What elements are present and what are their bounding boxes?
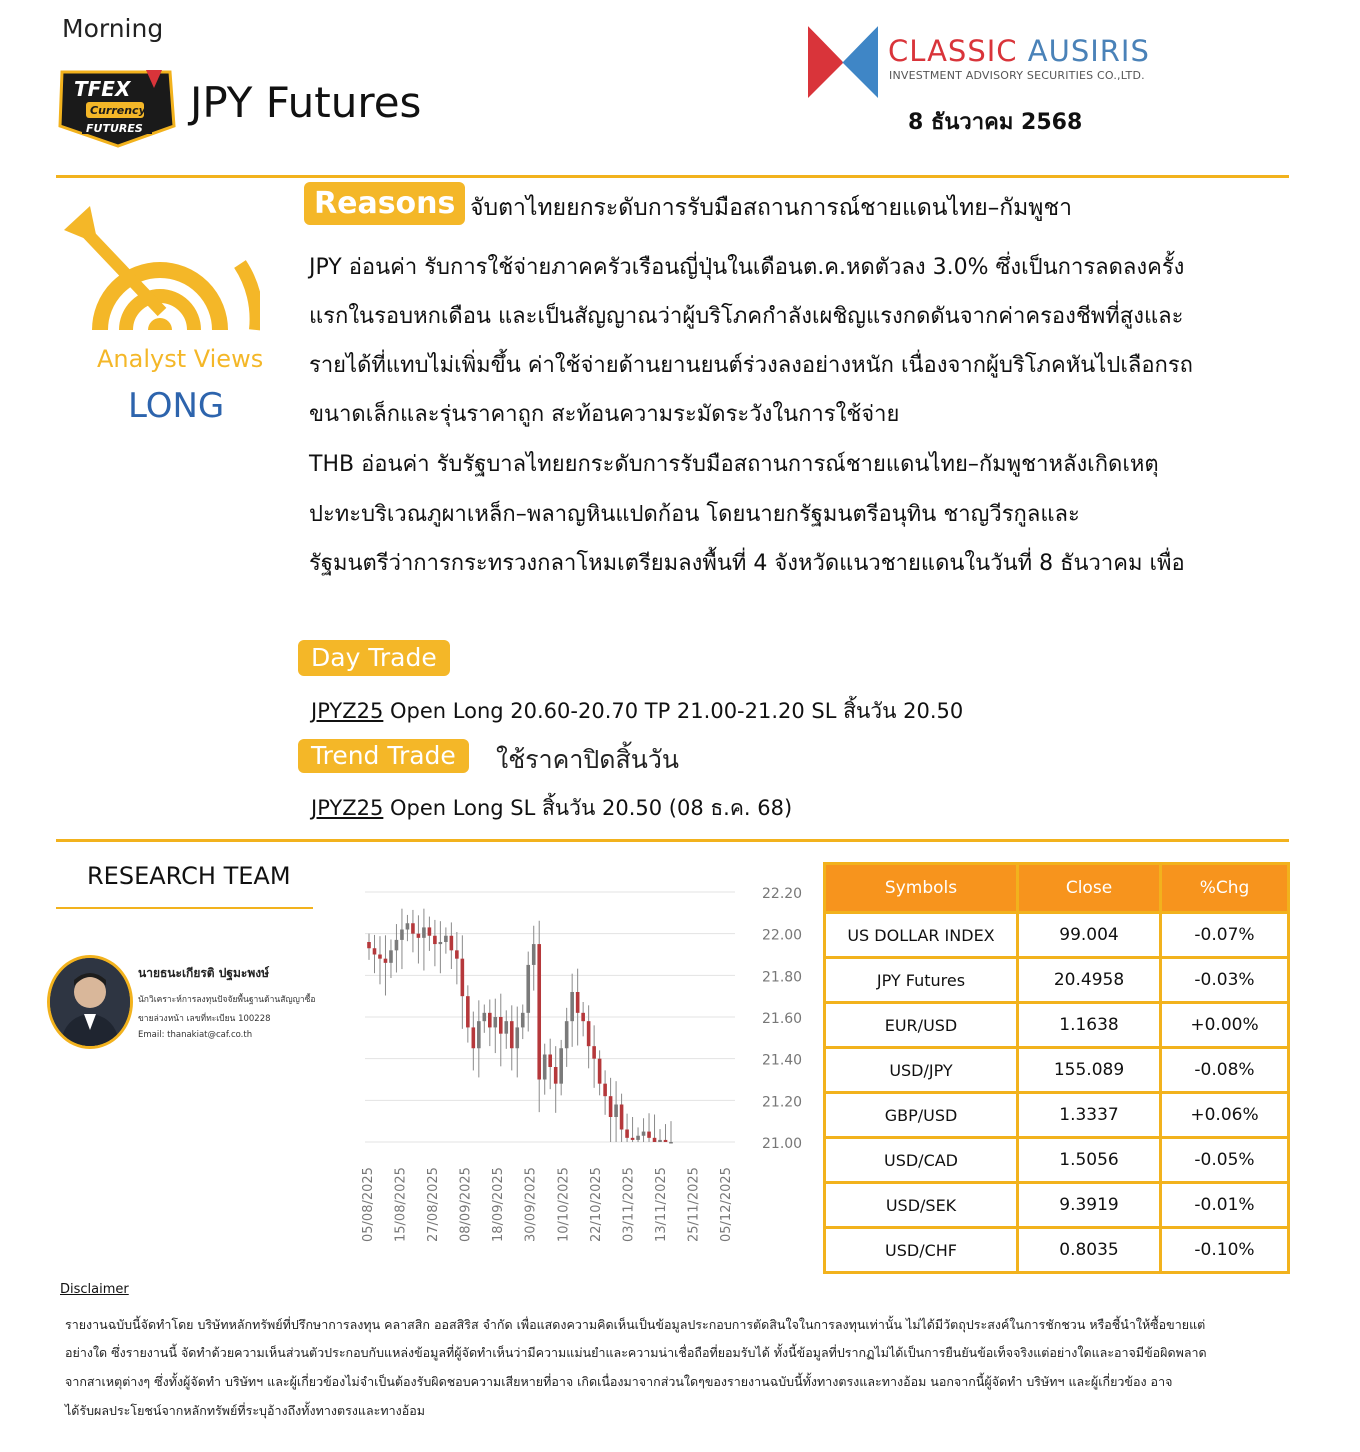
table-row — [825, 1003, 1289, 1048]
quote-change: -0.08% — [1161, 1048, 1289, 1093]
chart-candle-body — [647, 1132, 651, 1138]
quote-symbol: USD/JPY — [825, 1048, 1018, 1093]
research-team-title: RESEARCH TEAM — [87, 862, 291, 890]
quote-change: +0.00% — [1161, 1003, 1289, 1048]
chart-candle-body — [603, 1084, 607, 1097]
reasons-tag: Reasons — [304, 182, 465, 225]
chart-candle-body — [625, 1130, 629, 1138]
quote-close: 0.8035 — [1018, 1228, 1161, 1273]
quote-symbol: GBP/USD — [825, 1093, 1018, 1138]
quotes-header-close: Close — [1018, 864, 1161, 913]
chart-y-tick-label: 21.60 — [762, 1011, 803, 1027]
reason-line: THB อ่อนค่า รับรัฐบาลไทยยกระดับการรับมือสถานการณ์ชายแดนไทย–กัมพูชาหลังเกิดเหตุ — [309, 452, 1159, 477]
disclaimer-line: อย่างใด ซึ่งรายงานนี้ จัดทำด้วยความเห็นส่วนตัวประกอบกับแหล่งข้อมูลที่ผู้จัดทำเห็นว่ามีความแม่นยำและความน่าเชื่อถือที่ยอมรับได้ ทั้งนี้ข้อมูลที่ปรากฏไม่ได้เป็นการยืนยันข้อเท็จจริงแต่อย่างใดและอาจมีข้อผิดพลาด — [65, 1345, 1207, 1360]
chart-candle-body — [653, 1138, 657, 1142]
chart-candle-body — [548, 1055, 552, 1068]
analyst-email: Email: thanakiat@caf.co.th — [138, 1030, 253, 1040]
page-title: JPY Futures — [190, 78, 422, 127]
chart-candle-body — [592, 1046, 596, 1059]
chart-x-tick-label: 10/10/2025 — [556, 1167, 572, 1242]
company-name-part-2: AUSIRIS — [1027, 34, 1150, 68]
chart-candle-body — [570, 992, 574, 1021]
chart-candle-body — [559, 1048, 563, 1083]
chart-candle-body — [450, 936, 454, 951]
price-chart — [355, 870, 815, 1260]
trend-trade-tag: Trend Trade — [298, 739, 469, 773]
quote-close: 20.4958 — [1018, 958, 1161, 1003]
trend-trade-note: ใช้ราคาปิดสิ้นวัน — [496, 745, 679, 774]
chart-candle-body — [658, 1140, 662, 1142]
company-name — [888, 34, 1150, 68]
chart-candle-body — [488, 1013, 492, 1028]
chart-candle-body — [504, 1021, 508, 1033]
chart-candle-body — [411, 923, 415, 933]
reasons-headline: จับตาไทยยกระดับการรับมือสถานการณ์ชายแดนไทย–กัมพูชา — [470, 195, 1072, 221]
quote-change: -0.03% — [1161, 958, 1289, 1003]
analyst-license: ขายล่วงหน้า เลขที่ทะเบียน 100228 — [138, 1014, 271, 1024]
chart-candle-body — [532, 944, 536, 965]
table-row — [825, 1228, 1289, 1273]
view-direction: LONG — [128, 386, 225, 426]
chart-x-tick-label: 15/08/2025 — [393, 1167, 409, 1242]
quote-change: -0.07% — [1161, 913, 1289, 958]
trend-trade-recommendation — [311, 792, 792, 825]
chart-candle-body — [461, 959, 465, 997]
chart-x-tick-label: 18/09/2025 — [491, 1167, 507, 1242]
tfex-logo-text-1: TFEX — [74, 77, 131, 101]
quote-symbol: EUR/USD — [825, 1003, 1018, 1048]
chart-x-tick-label: 05/12/2025 — [719, 1167, 734, 1242]
company-name-part-1: CLASSIC — [888, 34, 1018, 68]
table-row — [825, 913, 1289, 958]
chart-candle-body — [521, 1013, 525, 1028]
disclaimer-line: จากสาเหตุต่างๆ ซึ่งทั้งผู้จัดทำ บริษัทฯ และผู้เกี่ยวข้องไม่จำเป็นต้องรับผิดชอบความเสียหายที่อาจ เกิดเนื่องมาจากส่วนใดๆของรายงานฉบับนี้ทั้งทางตรงและทางอ้อม นอกจากนี้ผู้จัดทำ บริษัทฯ และผู้เกี่ยวข้อง อาจ — [65, 1374, 1173, 1389]
chart-candle-body — [537, 944, 541, 1079]
chart-candle-body — [510, 1021, 514, 1048]
day-trade-recommendation — [311, 695, 963, 728]
table-row — [825, 1093, 1289, 1138]
reason-line: ปะทะบริเวณภูผาเหล็ก–พลาญหินแปดก้อน โดยนายกรัฐมนตรีอนุทิน ชาญวีรกูลและ — [309, 502, 1080, 527]
chart-x-tick-label: 22/10/2025 — [588, 1167, 604, 1242]
quotes-header-chg: %Chg — [1161, 864, 1289, 913]
table-row — [825, 1048, 1289, 1093]
chart-candle-body — [543, 1055, 547, 1080]
quote-change: -0.01% — [1161, 1183, 1289, 1228]
chart-candle-body — [444, 936, 448, 942]
chart-candle-body — [400, 930, 404, 940]
reason-line: แรกในรอบหกเดือน และเป็นสัญญาณว่าผู้บริโภคกำลังเผชิญแรงกดดันจากค่าครองชีพที่สูงและ — [309, 304, 1184, 329]
chart-x-tick-label: 13/11/2025 — [653, 1167, 669, 1242]
report-edition-label: Morning — [62, 14, 164, 43]
day-trade-tag: Day Trade — [298, 640, 450, 676]
quote-close: 1.3337 — [1018, 1093, 1161, 1138]
company-subtitle: INVESTMENT ADVISORY SECURITIES CO.,LTD. — [889, 69, 1145, 82]
chart-candle-body — [472, 1027, 476, 1048]
chart-candle-body — [384, 959, 388, 963]
chart-candle-body — [499, 1017, 503, 1034]
report-date: 8 ธันวาคม 2568 — [908, 110, 1083, 135]
chart-candle-body — [515, 1027, 519, 1048]
reason-line: JPY อ่อนค่า รับการใช้จ่ายภาคครัวเรือนญี่ปุ่นในเดือนต.ค.หดตัวลง 3.0% ซึ่งเป็นการลดลงครั้ง — [309, 255, 1185, 280]
chart-candle-body — [422, 927, 426, 937]
quote-symbol: JPY Futures — [825, 958, 1018, 1003]
chart-candle-body — [466, 996, 470, 1027]
chart-candle-body — [636, 1136, 640, 1140]
chart-candle-body — [642, 1132, 646, 1136]
analyst-role: นักวิเคราะห์การลงทุนปัจจัยพื้นฐานด้านสัญญาซื้อ — [138, 995, 316, 1005]
quote-change: -0.10% — [1161, 1228, 1289, 1273]
chart-candle-body — [395, 940, 399, 950]
chart-candle-body — [417, 934, 421, 938]
chart-candle-body — [378, 955, 382, 959]
chart-y-tick-label: 21.00 — [762, 1136, 803, 1152]
chart-candle-body — [493, 1017, 497, 1027]
chart-candle-body — [576, 992, 580, 1013]
chart-candle-body — [373, 948, 377, 954]
quote-close: 1.5056 — [1018, 1138, 1161, 1183]
quote-close: 99.004 — [1018, 913, 1161, 958]
table-row — [825, 1183, 1289, 1228]
quote-close: 1.1638 — [1018, 1003, 1161, 1048]
quotes-header-symbols: Symbols — [825, 864, 1018, 913]
chart-y-tick-label: 21.80 — [762, 969, 803, 986]
day-trade-detail: Open Long 20.60-20.70 TP 21.00-21.20 SL สิ้นวัน 20.50 — [383, 699, 964, 723]
day-trade-symbol: JPYZ25 — [311, 699, 384, 723]
quote-change: +0.06% — [1161, 1093, 1289, 1138]
analyst-name: นายธนะเกียรติ ปฐมะพงษ์ — [138, 966, 270, 980]
quote-symbol: USD/CAD — [825, 1138, 1018, 1183]
target-arrow-icon — [60, 204, 260, 332]
chart-x-tick-label: 08/09/2025 — [458, 1167, 474, 1242]
chart-candle-body — [620, 1105, 624, 1130]
reason-line: รายได้ที่แทบไม่เพิ่มขึ้น ค่าใช้จ่ายด้านยานยนต์ร่วงลงอย่างหนัก เนื่องจากผู้บริโภคหันไปเลือกรถ — [309, 353, 1193, 378]
header-divider — [56, 175, 1289, 178]
disclaimer-line: รายงานฉบับนี้จัดทำโดย บริษัทหลักทรัพย์ที่ปรึกษาการลงทุน คลาสสิก ออสสิริส จำกัด เพื่อแสดงความคิดเห็นเป็นข้อมูลประกอบการตัดสินใจในการลงทุนเท่านั้น ไม่ได้มีวัตถุประสงค์ในการชักชวน หรือชี้นำให้ซื้อขายแต่ — [65, 1317, 1206, 1332]
chart-y-tick-label: 21.40 — [762, 1052, 803, 1069]
reason-line: รัฐมนตรีว่าการกระทรวงกลาโหมเตรียมลงพื้นที่ 4 จังหวัดแนวชายแดนในวันที่ 8 ธันวาคม เพื่อ — [309, 551, 1185, 576]
trend-trade-symbol: JPYZ25 — [311, 796, 384, 820]
chart-x-tick-label: 25/11/2025 — [686, 1167, 702, 1242]
disclaimer-title: Disclaimer — [60, 1282, 129, 1297]
chart-candle-body — [581, 1013, 585, 1021]
chart-candle-body — [526, 965, 530, 1013]
analyst-avatar — [47, 955, 133, 1049]
table-row — [825, 1138, 1289, 1183]
chart-candle-body — [609, 1096, 613, 1117]
quote-symbol: USD/CHF — [825, 1228, 1018, 1273]
chart-candle-body — [554, 1067, 558, 1084]
quotes-header-row — [825, 864, 1289, 913]
quote-symbol: USD/SEK — [825, 1183, 1018, 1228]
chart-x-tick-label: 27/08/2025 — [426, 1167, 442, 1242]
chart-candle-body — [631, 1138, 635, 1140]
quote-change: -0.05% — [1161, 1138, 1289, 1183]
quotes-table — [823, 862, 1290, 1274]
trend-trade-detail: Open Long SL สิ้นวัน 20.50 (08 ธ.ค. 68) — [383, 796, 793, 820]
chart-x-tick-label: 05/08/2025 — [361, 1167, 376, 1242]
quote-close: 9.3919 — [1018, 1183, 1161, 1228]
research-team-underline — [56, 907, 313, 909]
disclaimer-line: ได้รับผลประโยชน์จากหลักทรัพย์ที่ระบุอ้างถึงทั้งทางตรงและทางอ้อม — [65, 1403, 425, 1418]
tfex-logo-text-2: Currency — [90, 104, 146, 117]
tfex-currency-futures-logo — [58, 66, 176, 148]
chart-candle-body — [483, 1013, 487, 1021]
chart-candle-body — [598, 1059, 602, 1084]
chart-y-tick-label: 22.00 — [762, 927, 803, 944]
chart-candle-body — [428, 927, 432, 935]
chart-x-tick-label: 03/11/2025 — [621, 1167, 637, 1242]
chart-candle-body — [406, 923, 410, 929]
chart-candle-body — [439, 942, 443, 944]
classic-ausiris-logo-mark — [808, 26, 878, 98]
chart-candle-body — [614, 1105, 618, 1118]
table-row — [825, 958, 1289, 1003]
chart-candle-body — [565, 1021, 569, 1048]
chart-candle-body — [367, 942, 371, 948]
tfex-logo-text-3: FUTURES — [86, 122, 143, 135]
analyst-views-label: Analyst Views — [97, 345, 264, 373]
chart-y-tick-label: 21.20 — [762, 1094, 803, 1111]
chart-candle-body — [433, 936, 437, 944]
section-divider — [56, 839, 1289, 842]
quote-symbol: US DOLLAR INDEX — [825, 913, 1018, 958]
chart-candle-body — [664, 1140, 668, 1142]
chart-y-tick-label: 22.20 — [762, 886, 803, 902]
chart-candle-body — [477, 1021, 481, 1048]
chart-x-tick-label: 30/09/2025 — [523, 1167, 539, 1242]
chart-candle-body — [587, 1021, 591, 1046]
chart-candle-body — [669, 1142, 673, 1144]
chart-candle-body — [455, 950, 459, 958]
price-chart-svg — [355, 870, 815, 1260]
quote-close: 155.089 — [1018, 1048, 1161, 1093]
chart-candle-body — [389, 950, 393, 963]
reason-line: ขนาดเล็กและรุ่นราคาถูก สะท้อนความระมัดระวังในการใช้จ่าย — [309, 402, 900, 427]
